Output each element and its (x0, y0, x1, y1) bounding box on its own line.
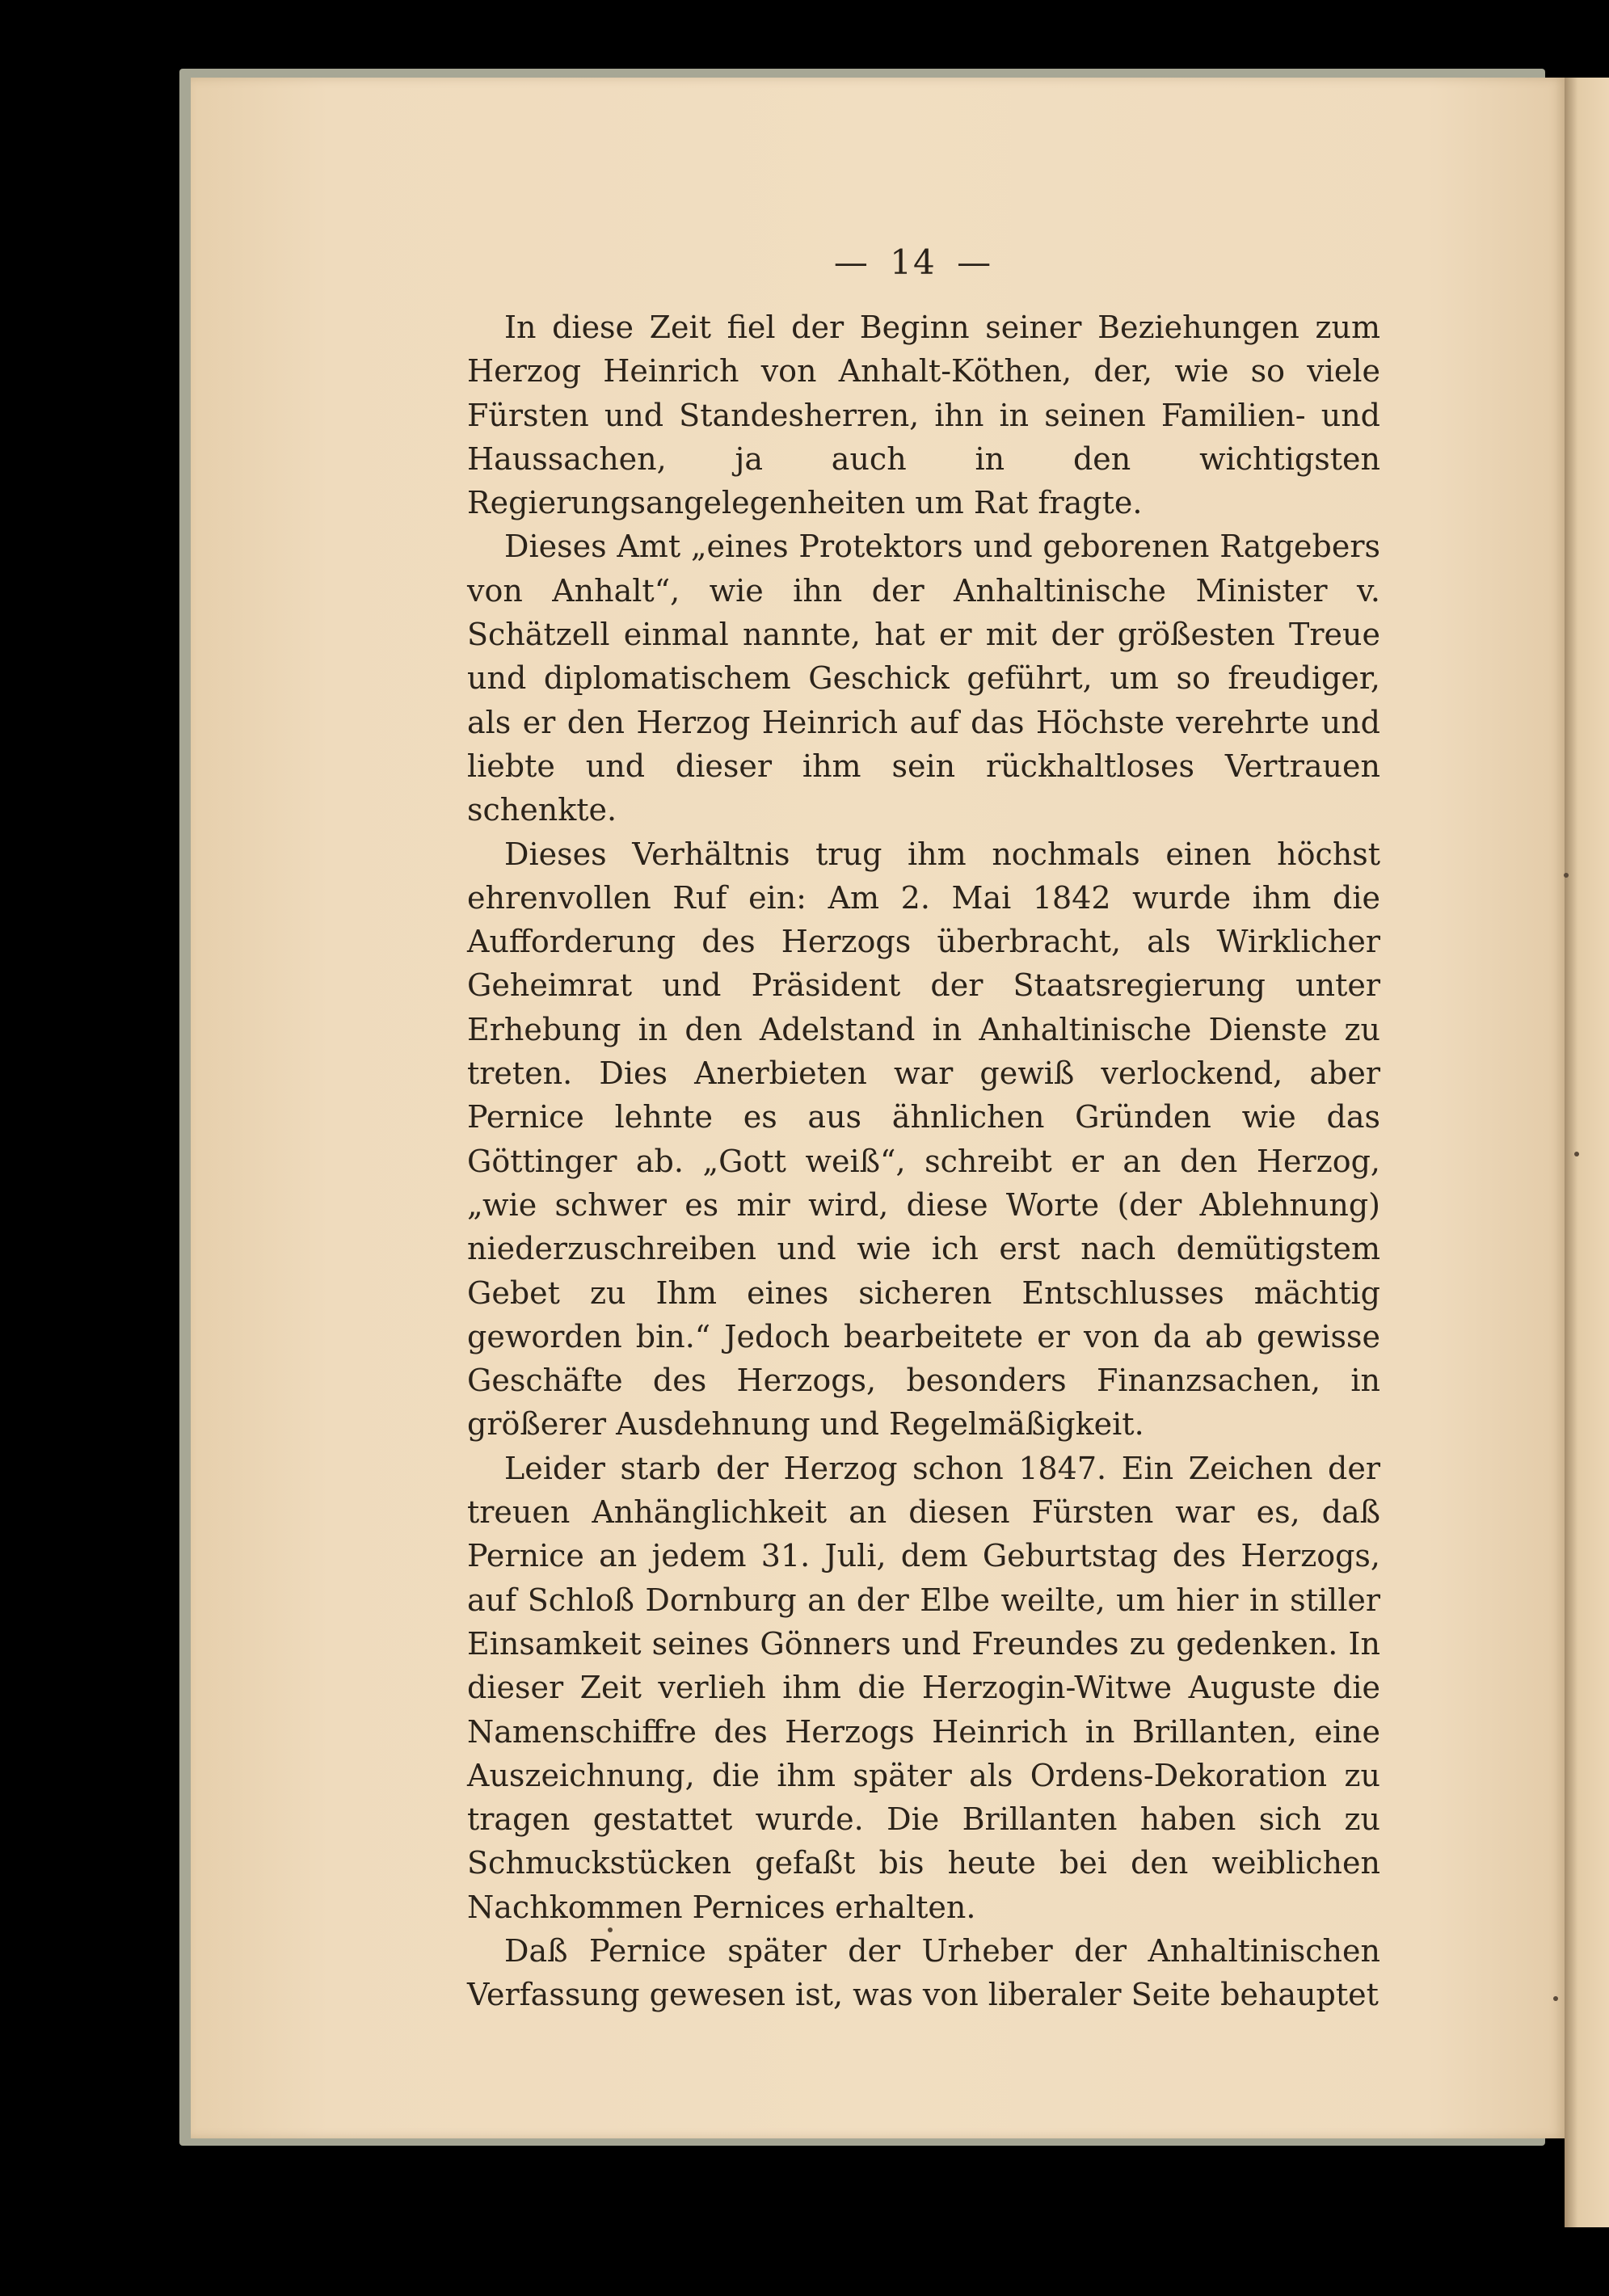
paper-speck (1574, 1152, 1579, 1156)
page-number-dash-left: — (833, 242, 870, 282)
facing-page-edge (1565, 78, 1609, 2227)
paragraph: Dieses Verhältnis trug ihm nochmals einen höchst ehrenvollen Ruf ein: Am 2. Mai 1842 wurde ihm die Aufforderung des Herzogs überbracht, als Wirklicher Geheimrat und Präsident der Staatsregierung unter Erhebung in den Adelstand in Anhaltinische Dienste zu treten. Dies Anerbieten war gewiß verlockend, aber Pernice lehnte es aus ähnlichen Gründen wie das Göttinger ab. „Gott weiß“, schreibt er an den Herzog, „wie schwer es mir wird, diese Worte (der Ablehnung) niederzuschreiben und wie ich erst nach demütigstem Gebet zu Ihm eines sicheren Entschlusses mächtig geworden bin.“ Jedoch bearbeitete er von da ab gewisse Geschäfte des Herzogs, besonders Finanzsachen, in größerer Ausdehnung und Regelmäßigkeit. (467, 836, 1380, 1443)
paper-speck (1564, 873, 1569, 878)
paragraph: Dieses Amt „eines Protektors und geborenen Ratgebers von Anhalt“, wie ihn der Anhaltinische Minister v. Schätzell einmal nannte, hat er mit der größesten Treue und diplomatischem Geschick geführt, um so freudiger, als er den Herzog Heinrich auf das Höchste verehrte und liebte und dieser ihm sein rückhaltloses Vertrauen schenkte. (467, 529, 1380, 828)
page-number-dash-right: — (957, 242, 993, 282)
paragraph: Leider starb der Herzog schon 1847. Ein Zeichen der treuen Anhänglichkeit an diesen Fürsten war es, daß Pernice an jedem 31. Juli, dem Geburtstag des Herzogs, auf Schloß Dornburg an der Elbe weilte, um hier in stiller Einsamkeit seines Gönners und Freundes zu gedenken. In dieser Zeit verlieh ihm die Herzogin-Witwe Auguste die Namenschiffre des Herzogs Heinrich in Brillanten, eine Auszeichnung, die ihm später als Ordens-Dekoration zu tragen gestattet wurde. Die Brillanten haben sich zu Schmuckstücken gefaßt bis heute bei den weiblichen Nachkommen Pernices erhalten. (467, 1450, 1380, 1925)
paragraph: In diese Zeit fiel der Beginn seiner Beziehungen zum Herzog Heinrich von Anhalt-Köthen, der, wie so viele Fürsten und Standesherren, ihn in seinen Familien- und Haussachen, ja auch in den wichtigsten Regierungsangelegenheiten um Rat fragte. (467, 310, 1380, 521)
page-number-value: 14 (890, 242, 937, 282)
page-number (832, 242, 994, 282)
body-text (467, 305, 1380, 2017)
paper-speck (608, 1927, 613, 1932)
paragraph: Daß Pernice später der Urheber der Anhaltinischen Verfassung gewesen ist, was von liberaler Seite behauptet (467, 1932, 1380, 2013)
paper-speck (1553, 1996, 1558, 2001)
